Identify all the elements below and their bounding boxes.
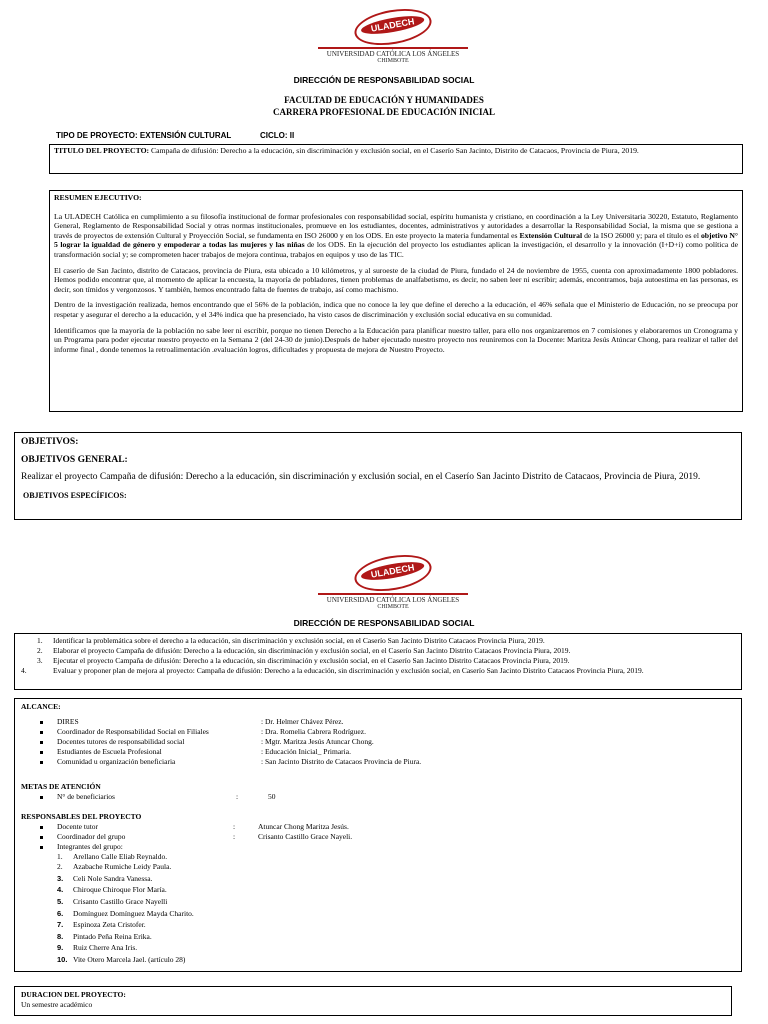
member-item: 5. Crisanto Castillo Grace Nayelli xyxy=(57,897,168,906)
university-logo xyxy=(318,10,468,65)
cycle: CICLO: II xyxy=(260,131,295,140)
member-item: 3. Celi Nole Sandra Vanessa. xyxy=(57,874,153,883)
beneficiaries-label: N° de beneficiarios xyxy=(57,792,115,801)
scope-item-label: Comunidad u organización beneficiaria xyxy=(57,757,176,766)
summary-paragraph-1: La ULADECH Católica en cumplimiento a su filosofía institucional de formar profesionales con responsabilidad social, espíritu humanista y cristiano, en coordinación a la Ley Universitaria 30220, Estatuto, Reglamento General, Reglamento de Responsabilidad Social y otras normas institucionales, promueve en los estudiantes, docentes, administrativos y autoridades a desarrollar la Responsabilidad Social, la misma que se gestiona a través de proyectos de extensión Cultural y Proyección Social, se fundamenta en ISO 26000 y en los ODS. En este proyecto la materia fundamental es Extensión Cultural de la ISO 26000 y; para el título es el objetivo N° 5 lograr la igualdad de género y empoderar a todas las mujeres y las niñas de los ODS. En la ejecución del proyecto los estudiantes aplican la investigación, el desarrollo y la innovación (I+D+i) como política de transformación social y; se comprometen hacer trabajos de mejora continua, trabajos en equipos y uso de las TIC. xyxy=(54,211,739,259)
logo-university-name: UNIVERSIDAD CATÓLICA LOS ÁNGELES xyxy=(326,50,460,58)
logo-city: CHIMBOTE xyxy=(377,58,409,64)
direction-heading: DIRECCIÓN DE RESPONSABILIDAD SOCIAL xyxy=(293,75,475,85)
member-item: 8. Pintado Peña Reina Erika. xyxy=(57,932,152,941)
logo-city: CHIMBOTE xyxy=(377,604,409,610)
member-item: 10. Vite Otero Marcela Jael. (artículo 28) xyxy=(57,955,186,964)
scope-item-label: Docentes tutores de responsabilidad social xyxy=(57,737,185,746)
project-title-label: TITULO DEL PROYECTO: xyxy=(54,146,150,155)
scope-item-value: : Dra. Romelia Cabrera Rodríguez. xyxy=(261,727,366,736)
bullet-icon xyxy=(40,721,43,724)
member-item: 2. Azabache Rumiche Leidy Paula. xyxy=(57,862,172,871)
objectives-label: OBJETIVOS: xyxy=(21,437,79,447)
beneficiaries-value: 50 xyxy=(268,792,276,801)
coordinator-label: Coordinador del grupo xyxy=(57,832,126,841)
member-item: 7. Espinoza Zeta Cristofer. xyxy=(57,920,146,929)
duration-box xyxy=(14,986,732,1016)
scope-item-value: : San Jacinto Distrito de Catacaos Provincia de Piura. xyxy=(261,757,422,766)
summary-paragraph-2: El caserío de San Jacinto, distrito de Catacaos, provincia de Piura, esta ubicado a 10 kilómetros, y al suroeste de la ciudad de Piura, fundado el 24 de noviembre de 1955, cuenta con aproximadamente 1800 pobladores. Hemos podido encontrar que, al momento de aplicar la encuesta, la mayoría de pobladores, tienen problemas de analfabetismo, es decir, no saben leer ni escribir; además, encontramos, baja autoestima en las personas, es decir, son tímidos y vergonzosos. Y también, hemos encontrado falta de fuentes de trabajo, así como machismo. xyxy=(54,265,738,294)
project-title-text: Campaña de difusión: Derecho a la educación, sin discriminación y exclusión social, en el Caserío San Jacinto, Distrito de Catacaos, Provincia de Piura, 2019. xyxy=(151,146,639,155)
bullet-icon xyxy=(40,796,43,799)
summary-paragraph-3: Dentro de la investigación realizada, hemos encontrando que el 56% de la población, indica que no conoce la ley que define el derecho a la educación, el 46% señala que el Ministerio de Educación, no se preocupa por respetar y asegurar el derecho a la educación, y el 34% indica que ha presenciado, ha visto casos de discriminación y exclusión social educativa en su comunidad. xyxy=(54,300,738,319)
scope-item-label: Coordinador de Responsabilidad Social en Filiales xyxy=(57,727,209,736)
specific-objective-1: 1. Identificar la problemática sobre el derecho a la educación, sin discriminación y exclusión social, en el Caserío San Jacinto Distrito Catacaos Provincia Piura, 2019. xyxy=(37,636,545,645)
tutor-separator: : xyxy=(233,822,236,831)
scope-item-label: Estudiantes de Escuela Profesional xyxy=(57,747,162,756)
bullet-icon xyxy=(40,761,43,764)
bullet-icon xyxy=(40,836,43,839)
member-item: 6. Domínguez Domínguez Mayda Charito. xyxy=(57,909,194,918)
direction-heading-page2: DIRECCIÓN DE RESPONSABILIDAD SOCIAL xyxy=(293,618,475,628)
specific-objective-4: 4. Evaluar y proponer plan de mejora al proyecto: Campaña de difusión: Derecho a la educación, sin discriminación y exclusión social, en Caserío San Jacinto Distrito Catacaos Provincia Piura, 2019. xyxy=(21,666,644,675)
scope-item-value: : Mgtr. Maritza Jesús Atuncar Chong. xyxy=(261,737,374,746)
scope-item-label: DIRES xyxy=(57,717,79,726)
scope-item-value: : Dr. Helmer Chávez Pérez. xyxy=(261,717,344,726)
members-label: Integrantes del grupo: xyxy=(57,842,123,851)
specific-objective-2: 2. Elaborar el proyecto Campaña de difusión: Derecho a la educación, sin discriminación y exclusión social, en el Caserío San Jacinto Distrito Catacaos Provincia Piura, 2019. xyxy=(37,646,571,655)
specific-objective-3: 3. Ejecutar el proyecto Campaña de difusión: Derecho a la educación, sin discriminación y exclusión social, en el Caserío San Jacinto Distrito Catacaos Provincia Piura, 2019. xyxy=(37,656,570,665)
tutor-value: Atuncar Chong Maritza Jesús. xyxy=(258,822,349,831)
goals-label: METAS DE ATENCIÓN xyxy=(21,782,101,791)
bullet-icon xyxy=(40,731,43,734)
coordinator-separator: : xyxy=(233,832,236,841)
summary-label: RESUMEN EJECUTIVO: xyxy=(54,193,142,202)
scope-label: ALCANCE: xyxy=(21,702,61,711)
project-type: TIPO DE PROYECTO: EXTENSIÓN CULTURAL xyxy=(56,131,232,140)
logo-emblem: ULADECH xyxy=(352,3,435,50)
beneficiaries-separator: : xyxy=(236,792,239,801)
duration-label: DURACION DEL PROYECTO: xyxy=(21,990,126,999)
bullet-icon xyxy=(40,751,43,754)
coordinator-value: Crisanto Castillo Grace Nayeli. xyxy=(258,832,353,841)
general-objective-text: Realizar el proyecto Campaña de difusión: Derecho a la educación, sin discriminación y exclusión social, en el Caserío San Jacinto Distrito de Catacaos, Provincia de Piura, 2019. xyxy=(21,472,701,482)
executive-summary-box xyxy=(49,190,743,412)
university-logo-page2 xyxy=(318,556,468,611)
general-objective-label: OBJETIVOS GENERAL: xyxy=(21,455,128,465)
specific-objectives-label: OBJETIVOS ESPECÍFICOS: xyxy=(23,491,127,500)
bullet-icon xyxy=(40,826,43,829)
faculty-heading: FACULTAD DE EDUCACIÓN Y HUMANIDADES xyxy=(284,95,484,105)
project-title-box xyxy=(49,144,743,174)
objectives-box xyxy=(14,432,742,520)
member-item: 4. Chiroque Chiroque Flor María. xyxy=(57,885,167,894)
career-heading: CARRERA PROFESIONAL DE EDUCACIÓN INICIAL xyxy=(272,107,496,117)
logo-university-name: UNIVERSIDAD CATÓLICA LOS ÁNGELES xyxy=(326,596,460,604)
member-item: 9. Ruiz Cherre Ana Iris. xyxy=(57,943,138,952)
responsible-label: RESPONSABLES DEL PROYECTO xyxy=(21,812,142,821)
summary-paragraph-4: Identificamos que la mayoría de la población no sabe leer ni escribir, porque no tienen Derecho a la Educación para planificar nuestro taller, para ello nos organizaremos en 7 comisiones y elaboraremos un Cronograma y un Programa para poder ejecutar nuestro proyecto en la Semana 2 (del 24-30 de junio).Después de haber ejecutado nuestro proyecto nos reuniremos con la Docente: Maritza Jesús Atúncar Chong, para realizar el taller del informe final , donde tenemos la retroalimentación .evaluación logros, dificultades y propuesta de mejora de Nuestro Proyecto. xyxy=(54,325,738,354)
scope-box xyxy=(14,698,742,972)
member-item: 1. Arellano Calle Eliab Reynaldo. xyxy=(57,852,168,861)
logo-emblem: ULADECH xyxy=(352,549,435,596)
specific-objectives-box xyxy=(14,633,742,690)
bullet-icon xyxy=(40,846,43,849)
tutor-label: Docente tutor xyxy=(57,822,99,831)
scope-item-value: : Educación Inicial_ Primaria. xyxy=(261,747,351,756)
duration-value: Un semestre académico xyxy=(21,1000,93,1009)
bullet-icon xyxy=(40,741,43,744)
